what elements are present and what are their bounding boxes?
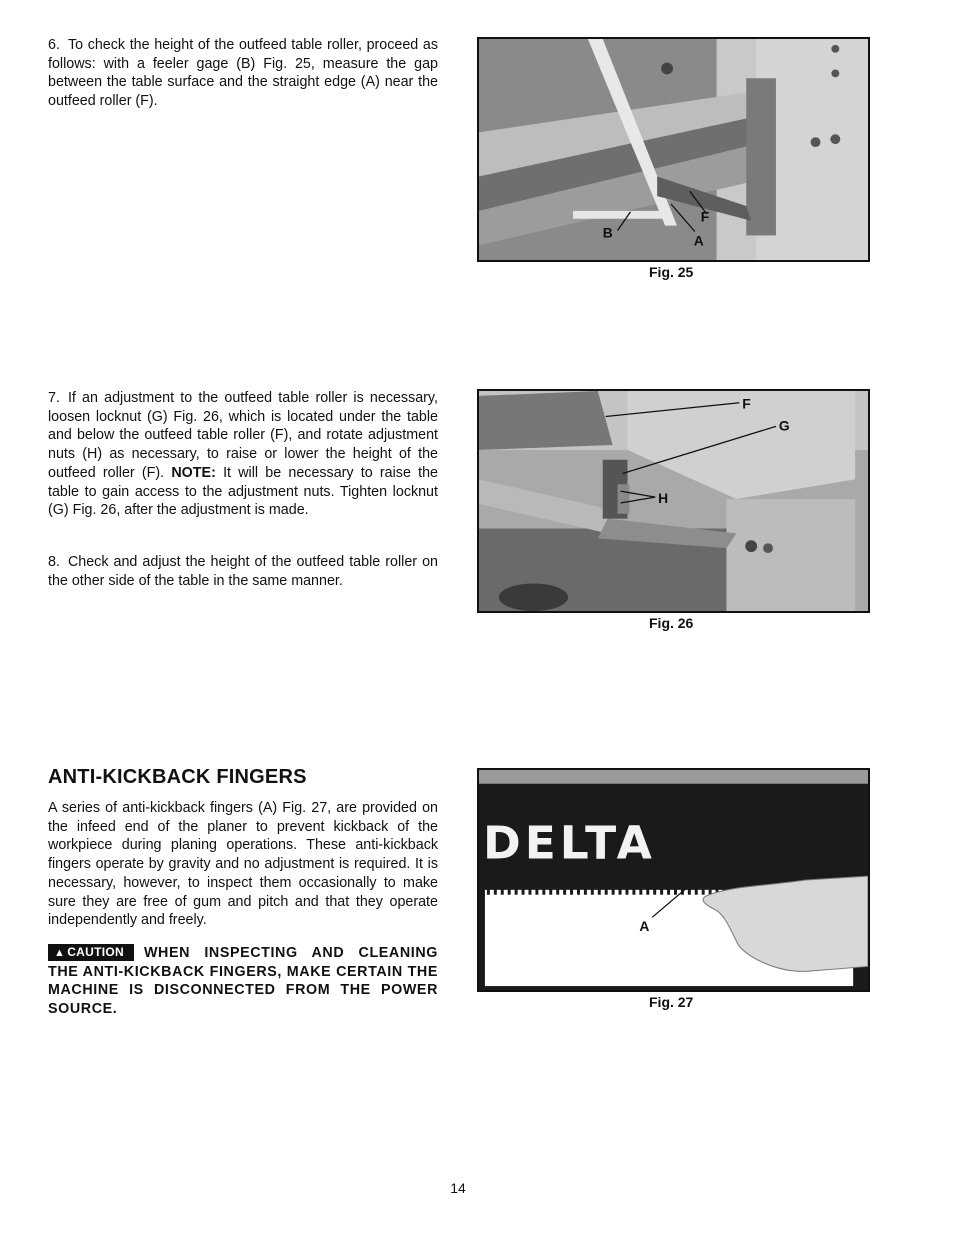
step-7-number: 7. [48,390,60,406]
step-7-note-text: It will be necessary to raise the table to gain access to the adjustment nuts. Tighten locknut (G) Fig. 26, after the adjustment is made. [48,464,438,519]
caution-badge [48,944,134,961]
step-6-paragraph [48,36,438,111]
anti-kickback-finger [632,889,635,895]
anti-kickback-finger [508,889,511,895]
caution-text: WHEN INSPECTING AND CLEANING THE ANTI-KICKBACK FINGERS, MAKE CERTAIN THE MACHINE IS DISCONNECTED FROM THE POWER SOURCE. [48,945,438,1018]
anti-kickback-finger [556,889,559,895]
anti-kickback-finger [542,889,545,895]
anti-kickback-finger [494,889,497,895]
fig25-label-a: A [693,233,704,249]
fig27-label-a: A [639,919,650,935]
anti-kickback-finger [612,889,615,895]
anti-kickback-finger [660,889,663,895]
note-label: NOTE: [171,464,216,481]
step-7-text: If an adjustment to the outfeed table roller is necessary, loosen locknut (G) Fig. 26, which is located under the table and below the outfeed table roller (F), and rotate adjustment nuts (H) as necessary, to raise or lower the height of the outfeed roller (F). [48,390,438,481]
step-6-number: 6. [48,37,60,53]
anti-kickback-finger [501,889,504,895]
anti-kickback-finger [639,889,642,895]
caution-badge-label: CAUTION [67,945,124,959]
anti-kickback-finger [667,889,670,895]
anti-kickback-finger [591,889,594,895]
anti-kickback-finger [515,889,518,895]
anti-kickback-finger [487,889,490,895]
anti-kickback-finger [619,889,622,895]
warning-triangle-icon: ▲ [54,947,66,959]
step-8-paragraph [48,553,438,590]
fig25-label-b: B [602,225,613,241]
anti-kickback-finger [688,889,691,895]
anti-kickback-text: A series of anti-kickback fingers (A) Fig. 27, are provided on the infeed end of the planer to prevent kickback of the workpiece during planing operations. These anti-kickback fingers operate by gravity and no adjustment is required. It is necessary, however, to inspect them occasionally to make sure they are free of gum and pitch and that they operate independently and freely. [48,800,438,929]
fig27-brand-logo: DELTA [482,816,656,870]
anti-kickback-finger [695,889,698,895]
anti-kickback-finger [598,889,601,895]
caution-paragraph [48,944,438,1019]
step-7-paragraph [48,389,438,520]
page-number: 14 [450,1180,466,1196]
anti-kickback-finger [625,889,628,895]
fig26-label-h: H [658,491,669,506]
anti-kickback-finger [646,889,649,895]
anti-kickback-paragraph [48,799,438,930]
fig26-label-f: F [742,396,751,412]
anti-kickback-finger [528,889,531,895]
anti-kickback-finger [653,889,656,895]
section-heading: ANTI-KICKBACK FINGERS [48,766,307,788]
step-8-number: 8. [48,554,60,570]
fig-25-caption: Fig. 25 [649,264,694,280]
anti-kickback-finger [522,889,525,895]
figure-25-photo [477,37,870,262]
fig25-label-f: F [700,209,710,225]
figure-27-photo [477,768,870,992]
anti-kickback-finger [674,889,677,895]
anti-kickback-finger [549,889,552,895]
figure-26-photo [477,389,870,613]
anti-kickback-finger [570,889,573,895]
anti-kickback-finger [702,889,705,895]
anti-kickback-finger [605,889,608,895]
fig-27-caption: Fig. 27 [649,994,694,1010]
anti-kickback-finger [535,889,538,895]
step-8-text: Check and adjust the height of the outfeed table roller on the other side of the table in the same manner. [48,554,438,589]
anti-kickback-finger [563,889,566,895]
anti-kickback-finger [577,889,580,895]
fig26-label-g: G [778,418,790,434]
fig-26-caption: Fig. 26 [649,615,694,631]
step-6-text: To check the height of the outfeed table roller, proceed as follows: with a feeler gage (B) Fig. 25, measure the gap between the table surface and the straight edge (A) near the outfeed roller (F). [48,37,438,110]
anti-kickback-finger [584,889,587,895]
